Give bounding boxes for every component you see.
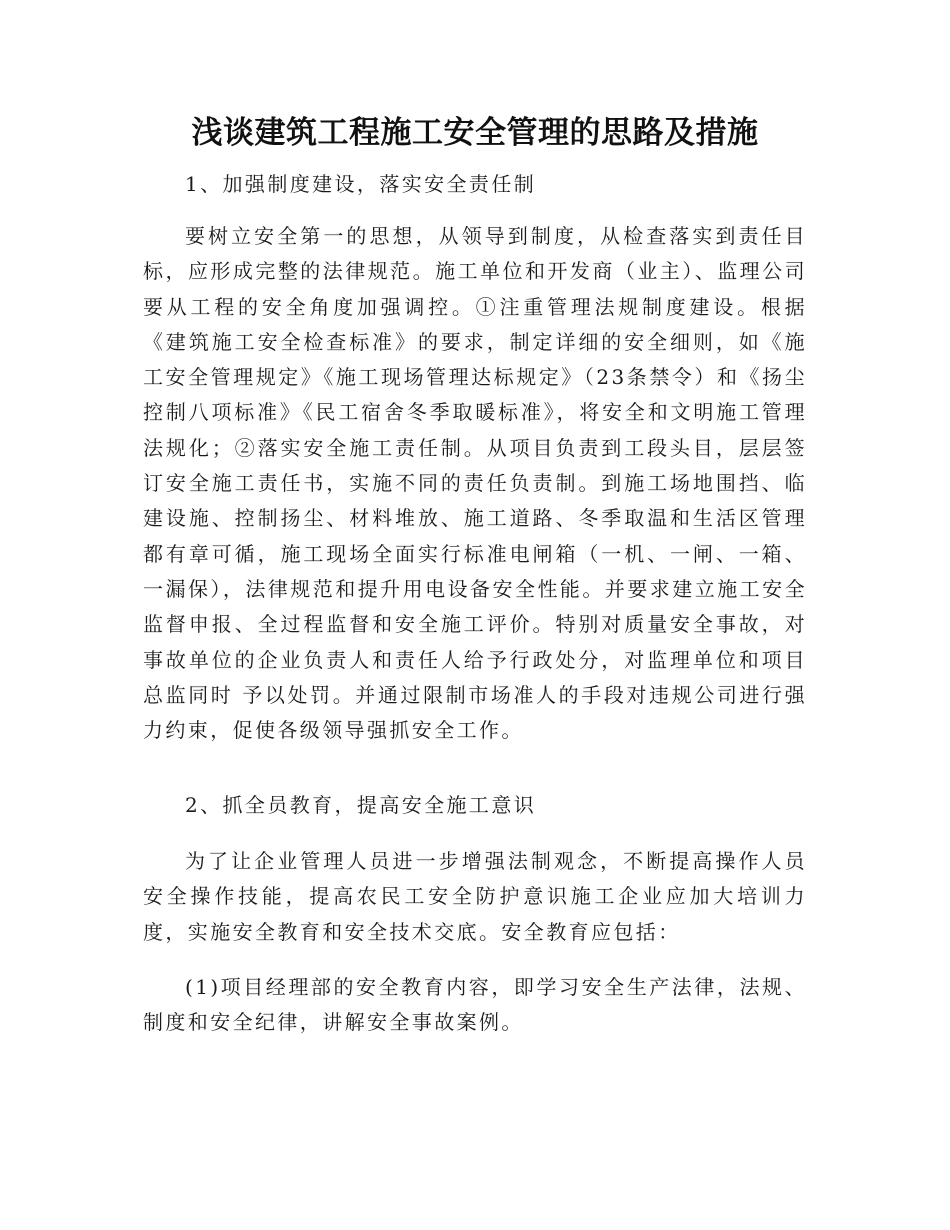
section-heading-2: 2、抓全员教育，提高安全施工意识: [185, 793, 537, 817]
document-title: 浅谈建筑工程施工安全管理的思路及措施: [191, 115, 759, 151]
section-1-paragraph: 要树立安全第一的思想，从领导到制度，从检查落实到责任目标，应形成完整的法律规范。施工单位和开发商（业主）、监理公司要从工程的安全角度加强调控。①注重管理法规制度建设。根据《建筑施工安全检查标准》的要求，制定详细的安全细则，如《施工安全管理规定》《施工现场管理达标规定》（23条禁令）和《扬尘控制八项标准》《民工宿舍冬季取暖标准》，将安全和文明施工管理法规化；②落实安全施工责任制。从项目负责到工段头目，层层签订安全施工责任书，实施不同的责任负责制。到施工场地围挡、临建设施、控制扬尘、材料堆放、施工道路、冬季取温和生活区管理都有章可循，施工现场全面实行标准电闸箱（一机、一闸、一箱、一漏保），法律规范和提升用电设备安全性能。并要求建立施工安全监督申报、全过程监督和安全施工评价。特别对质量安全事故，对事故单位的企业负责人和责任人给予行政处分，对监理单位和项目总监同时 予以处罚。并通过限制市场准人的手段对违规公司进行强力约束，促使各级领导强抓安全工作。: [143, 224, 807, 743]
section-2-list-item-1: (1)项目经理部的安全教育内容，即学习安全生产法律，法规、制度和安全纪律，讲解安全事故案例。: [143, 975, 807, 1035]
section-2-paragraph: 为了让企业管理人员进一步增强法制观念，不断提高操作人员安全操作技能，提高农民工安全防护意识施工企业应加大培训力度，实施安全教育和安全技术交底。安全教育应包括：: [143, 849, 807, 944]
section-heading-1: 1、加强制度建设，落实安全责任制: [185, 172, 537, 196]
